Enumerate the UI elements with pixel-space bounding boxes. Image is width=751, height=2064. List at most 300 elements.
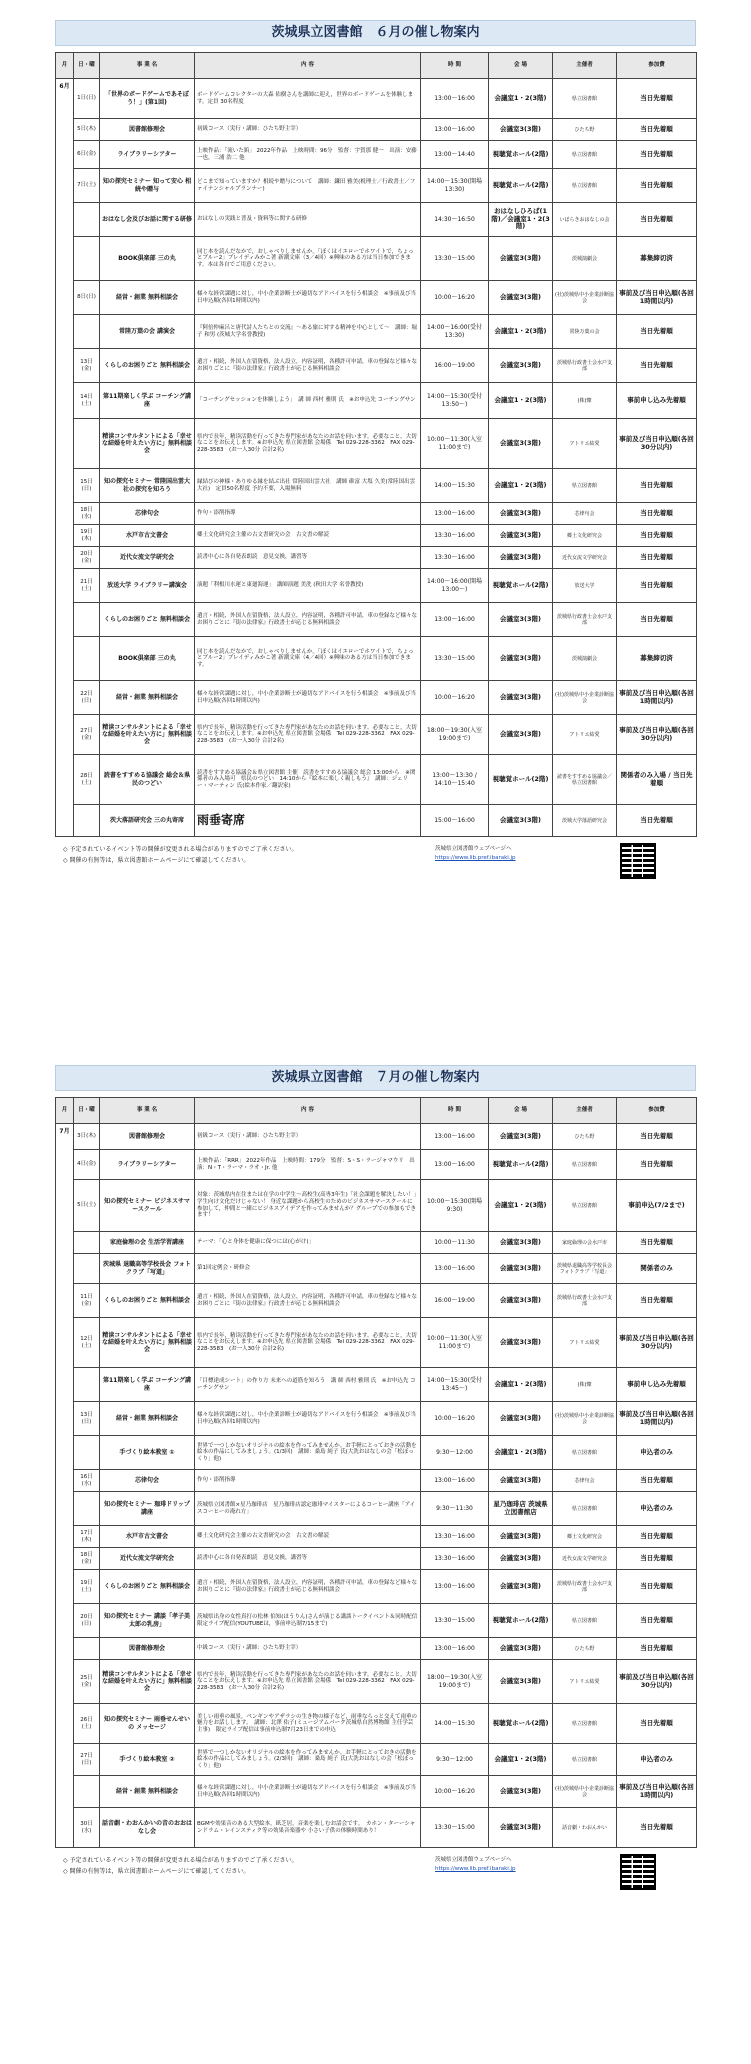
header-venue: 会 場 <box>489 53 553 79</box>
fee-cell: 申込者のみ <box>617 1744 697 1776</box>
organizer-cell: 郷土文化研究会 <box>553 525 617 547</box>
event-name-cell: 知の探究セミナー ビジネスサマースクール <box>100 1180 195 1232</box>
table-row <box>56 1660 697 1704</box>
organizer-cell: 放送大学 <box>553 569 617 603</box>
content-cell: 様々な経営課題に対し，中小企業診断士が適切なアドバイスを行う相談会 ※事前及び当日申込順(各回1時間以内) <box>195 1776 421 1808</box>
content-cell: 作句・添削指導 <box>195 1470 421 1492</box>
organizer-cell: 郷土文化研究会 <box>553 1526 617 1548</box>
content-cell: どこまで知っていますか？相続や贈与について 講師：鎌田 雅美(税理士／行政書士／ファイナンシャルプランナー) <box>195 169 421 203</box>
organizer-cell: 茨城県行政書士会水戸支部 <box>553 603 617 637</box>
time-cell: 14:00～15:30 <box>421 469 489 503</box>
july-page-title: 茨城県立図書館 ７月の催し物案内 <box>55 1065 696 1091</box>
header-fee: 参加費 <box>617 53 697 79</box>
organizer-cell: (社)茨城県中小企業診断協会 <box>553 1402 617 1436</box>
table-row <box>56 203 697 237</box>
table-row <box>56 1318 697 1368</box>
time-cell: 13:00～16:00 <box>421 503 489 525</box>
time-cell: 13:00～16:00 <box>421 79 489 119</box>
qr-code-icon[interactable] <box>620 843 656 879</box>
web-link-block <box>435 845 516 863</box>
footer-notes <box>63 845 423 867</box>
time-cell: 10:00～16:20 <box>421 1776 489 1808</box>
organizer-cell: 常陸万葉の会 <box>553 315 617 349</box>
organizer-cell: 県立図書館 <box>553 469 617 503</box>
header-date: 日・曜 <box>74 1098 100 1124</box>
date-cell: 5日(土) <box>74 1180 100 1232</box>
event-name-cell: BOOK倶楽部 三の丸 <box>100 637 195 681</box>
organizer-cell: 茨城県行政書士会水戸支部 <box>553 349 617 383</box>
web-link-url[interactable]: https://www.lib.pref.ibaraki.jp <box>435 854 516 861</box>
time-cell: 13:00～16:00 <box>421 1150 489 1180</box>
fee-cell: 申込者のみ <box>617 1492 697 1526</box>
event-name-cell: 精读コンサルタントによる「幸せな結婚を叶えたい方に」無料相談会 <box>100 419 195 469</box>
fee-cell: 当日先着順 <box>617 1570 697 1604</box>
event-name-cell: 知の探究セミナー 講談「孝子美太郎の乳房」 <box>100 1604 195 1638</box>
organizer-cell: 県立図書館 <box>553 1150 617 1180</box>
content-cell: 郷土文化研究会主催の古文書研究の会 古文書の解読 <box>195 525 421 547</box>
time-cell: 9:30～12:00 <box>421 1744 489 1776</box>
venue-cell: 星乃珈琲店 茨城県立図書館店 <box>489 1492 553 1526</box>
fee-cell: 事前申し込み先着順 <box>617 1368 697 1402</box>
venue-cell: 会議室3(3階) <box>489 503 553 525</box>
table-row <box>56 419 697 469</box>
date-cell: 11日(金) <box>74 1284 100 1318</box>
fee-cell: 当日先着順 <box>617 547 697 569</box>
date-cell <box>74 315 100 349</box>
table-row <box>56 383 697 419</box>
date-cell <box>74 203 100 237</box>
fee-cell: 事前及び当日申込順(各回30分以内) <box>617 715 697 755</box>
fee-cell: 関係者のみ <box>617 1254 697 1284</box>
organizer-cell: いばらきおはなしの会 <box>553 203 617 237</box>
content-cell: 県内で長年，精读活動を行ってきた専門家があなたのお話を伺います。必要なこと，大切なことをお伝えします。※お申込先 県立図書館 会場係 Tel 029-228-3362 FAX 029-228-3583 (お一人30分 合計2名) <box>195 1318 421 1368</box>
time-cell: 14:00～15:30(開場13:30) <box>421 169 489 203</box>
event-name-cell: 芯律句会 <box>100 1470 195 1492</box>
venue-cell: 会議室1・2(3階) <box>489 1744 553 1776</box>
time-cell: 13:00～13:30 / 14:10～15:40 <box>421 755 489 805</box>
fee-cell: 当日先着順 <box>617 1604 697 1638</box>
fee-cell: 当日先着順 <box>617 141 697 169</box>
content-cell: 読書をすすめる協議会＆県立図書館 主催 読書をすすめる協議会 総会 13:00から ※関係者のみ入場可 県民のつどい 14:10から『絵本に楽しく親しもう』 講師：ジェリー・マーティン 氏(絵本作家／翻訳家) <box>195 755 421 805</box>
venue-cell: 会議室3(3階) <box>489 637 553 681</box>
content-cell: 世界で一つしかないオリジナルの絵本を作ってみませんか。お手軽にとっておきの活動を絵本の作品にしてみましょう。(1/3回) 講師：桑島 純子 氏(大洗おはなしの会「松ぼっくり」他) <box>195 1436 421 1470</box>
table-row <box>56 469 697 503</box>
fee-cell: 事前及び当日申込順(各回1時間以内) <box>617 1402 697 1436</box>
time-cell: 13:00～14:40 <box>421 141 489 169</box>
header-event: 事 業 名 <box>100 1098 195 1124</box>
date-cell: 1日(日) <box>74 79 100 119</box>
organizer-cell: ひたち野 <box>553 1124 617 1150</box>
time-cell: 18:00～19:30(入室 19:00まで) <box>421 715 489 755</box>
venue-cell: 視聴覚ホール(2階) <box>489 1604 553 1638</box>
june-schedule-page <box>55 20 696 905</box>
date-cell: 17日(木) <box>74 1526 100 1548</box>
fee-cell: 当日先着順 <box>617 1150 697 1180</box>
table-row <box>56 1638 697 1660</box>
july-footer <box>55 1854 696 1916</box>
time-cell: 9:30～12:00 <box>421 1436 489 1470</box>
fee-cell: 当日先着順 <box>617 1232 697 1254</box>
event-name-cell: 放送大学 ライブラリー講演会 <box>100 569 195 603</box>
venue-cell: 視聴覚ホール(2階) <box>489 755 553 805</box>
venue-cell: 会議室3(3階) <box>489 1776 553 1808</box>
venue-cell: 視聴覚ホール(2階) <box>489 141 553 169</box>
fee-cell: 関係者のみ入場 / 当日先着順 <box>617 755 697 805</box>
date-cell: 16日(水) <box>74 1470 100 1492</box>
june-events-table <box>55 52 697 837</box>
fee-cell: 事前及び当日申込順(各回30分以内) <box>617 1318 697 1368</box>
time-cell: 13:00～16:00 <box>421 1470 489 1492</box>
event-name-cell: 話音劇・わおんかいの音のおおはなし会 <box>100 1808 195 1848</box>
header-organizer: 主催者 <box>553 1098 617 1124</box>
event-name-cell: 精读コンサルタントによる「幸せな結婚を叶えたい方に」無料相談会 <box>100 1318 195 1368</box>
fee-cell: 事前申込(7/2まで) <box>617 1180 697 1232</box>
qr-code-icon[interactable] <box>620 1854 656 1890</box>
venue-cell: 会議室3(3階) <box>489 805 553 837</box>
time-cell: 13:30～16:00 <box>421 1526 489 1548</box>
fee-cell: 当日先着順 <box>617 169 697 203</box>
event-name-cell: ライブラリーシアター <box>100 1150 195 1180</box>
content-cell: 中級コース（実行・講師：ひたち野主宰） <box>195 1638 421 1660</box>
venue-cell: 会議室3(3階) <box>489 681 553 715</box>
fee-cell: 事前及び当日申込順(各回1時間以内) <box>617 1776 697 1808</box>
event-name-cell: 精读コンサルタントによる「幸せな結婚を叶えたい方に」無料相談会 <box>100 715 195 755</box>
date-cell <box>74 1232 100 1254</box>
table-row <box>56 1808 697 1848</box>
time-cell: 9:30～11:30 <box>421 1492 489 1526</box>
table-row <box>56 281 697 315</box>
event-name-cell: 第11期楽しく学ぶ コーチング講座 <box>100 1368 195 1402</box>
event-name-cell: 経営・創業 無料相談会 <box>100 281 195 315</box>
organizer-cell: (社)茨城県中小企業診断協会 <box>553 681 617 715</box>
fee-cell: 当日先着順 <box>617 79 697 119</box>
content-cell: 上映作品：「流いた鋲」 2022年作品 上映時間：96分 監督：宇賀那 健一 出演：安藤 一也，三浦 浩二 他 <box>195 141 421 169</box>
time-cell: 10:00～16:20 <box>421 1402 489 1436</box>
header-venue: 会 場 <box>489 1098 553 1124</box>
web-link-url[interactable]: https://www.lib.pref.ibaraki.jp <box>435 1865 516 1872</box>
date-cell: 19日(木) <box>74 525 100 547</box>
table-row <box>56 237 697 281</box>
event-name-cell: 第11期楽しく学ぶ コーチング講座 <box>100 383 195 419</box>
date-cell: 12日(土) <box>74 1318 100 1368</box>
footer-note-change: ◇ 予定されているイベント等の開催が変更される場合がありますのでご了承ください。 <box>63 846 298 853</box>
fee-cell: 事前及び当日申込順(各回1時間以内) <box>617 681 697 715</box>
content-cell: 同じ本を読んだなかで，おしゃべりしませんか。「ぼくはイエローでホワイトで，ちょっとブルー2」ブレイディみかこ著 新潮文庫（3／4回）※興味のある方は当日参加できます。本は各自でご用意ください。 <box>195 237 421 281</box>
table-row <box>56 1232 697 1254</box>
july-table-body <box>56 1124 697 1848</box>
fee-cell: 募集締切済 <box>617 237 697 281</box>
fee-cell: 当日先着順 <box>617 569 697 603</box>
content-cell: ボードゲームコレクターの大森 佑樹さんを講師に迎え，世界のボードゲームを体験します。定員 30名程度 <box>195 79 421 119</box>
footer-note-change: ◇ 予定されているイベント等の開催が変更される場合がありますのでご了承ください。 <box>63 1857 298 1864</box>
venue-cell: 会議室3(3階) <box>489 603 553 637</box>
date-cell: 22日(日) <box>74 681 100 715</box>
fee-cell: 当日先着順 <box>617 315 697 349</box>
date-cell: 13日(金) <box>74 349 100 383</box>
venue-cell: 会議室3(3階) <box>489 1526 553 1548</box>
date-cell: 8日(日) <box>74 281 100 315</box>
table-header-row <box>56 1098 697 1124</box>
table-row <box>56 1368 697 1402</box>
fee-cell: 当日先着順 <box>617 119 697 141</box>
date-cell: 3日(木) <box>74 1124 100 1150</box>
table-row <box>56 755 697 805</box>
date-cell <box>74 1776 100 1808</box>
table-header-row <box>56 53 697 79</box>
venue-cell: 会議室1・2(3階) <box>489 469 553 503</box>
organizer-cell: (株)燦 <box>553 1368 617 1402</box>
event-name-cell: 知の探究セミナー 知って安心 相続や贈与 <box>100 169 195 203</box>
month-cell: 6月 <box>56 79 74 837</box>
footer-note-confirm: ◇ 開催の有無等は，県立図書館ホームページにて確認してください。 <box>63 1868 250 1875</box>
header-month: 月 <box>56 53 74 79</box>
table-row <box>56 1436 697 1470</box>
content-cell: 縁結びの神様・ありゆる縁を結ぶ出社 常陸国出雲大社 講師 碓富 大塩 久美(常陸国出雲大社) 定員50名程度 予約不要，入場無料 <box>195 469 421 503</box>
content-cell: 様々な経営課題に対し，中小企業診断士が適切なアドバイスを行う相談会 ※事前及び当日申込順(各回1時間以内) <box>195 1402 421 1436</box>
venue-cell: 会議室3(3階) <box>489 1284 553 1318</box>
time-cell: 13:30～15:00 <box>421 237 489 281</box>
organizer-cell: 県立図書館 <box>553 141 617 169</box>
organizer-cell: 芯律句会 <box>553 1470 617 1492</box>
date-cell: 18日(金) <box>74 1548 100 1570</box>
header-month: 月 <box>56 1098 74 1124</box>
organizer-cell: 茨城演劇会 <box>553 637 617 681</box>
table-row <box>56 1124 697 1150</box>
fee-cell: 当日先着順 <box>617 805 697 837</box>
table-row <box>56 1548 697 1570</box>
date-cell: 25日(金) <box>74 1660 100 1704</box>
event-name-cell: 知の探究セミナー 雨垂せんせいの メッセージ <box>100 1704 195 1744</box>
fee-cell: 当日先着順 <box>617 203 697 237</box>
event-name-cell: 水戸市古文書会 <box>100 1526 195 1548</box>
content-cell: 遺言・相続，外国人在留資格，法人設立，内容証明，各種許可申請，車の登録など様々なお困りごとに『街の法律家』行政書士が応じる無料相談会 <box>195 603 421 637</box>
table-row <box>56 1604 697 1638</box>
event-name-cell: くらしのお困りごと 無料相談会 <box>100 603 195 637</box>
date-cell: 15日(日) <box>74 469 100 503</box>
content-cell: 演題「利根川水運と東廻海運」 講師演題 美洗 (秋田大学 名誉教授) <box>195 569 421 603</box>
header-organizer: 主催者 <box>553 53 617 79</box>
fee-cell: 当日先着順 <box>617 1124 697 1150</box>
june-page-title: 茨城県立図書館 ６月の催し物案内 <box>55 20 696 46</box>
time-cell: 13:30～15:00 <box>421 1808 489 1848</box>
time-cell: 10:00～16:20 <box>421 681 489 715</box>
table-row <box>56 503 697 525</box>
venue-cell: 視聴覚ホール(2階) <box>489 1150 553 1180</box>
content-cell: 上映作品：「RRR」 2022年作品 上映時間：179分 監督：S・S・ラージャマウリ 出演：N・T・ラーマ・ラオ・Jr. 他 <box>195 1150 421 1180</box>
date-cell: 5日(木) <box>74 119 100 141</box>
table-row <box>56 141 697 169</box>
fee-cell: 事前及び当日申込順(各回1時間以内) <box>617 281 697 315</box>
date-cell <box>74 1254 100 1284</box>
fee-cell: 当日先着順 <box>617 1284 697 1318</box>
date-cell: 6日(金) <box>74 141 100 169</box>
event-name-cell: 家庭倫理の会 生活学習講座 <box>100 1232 195 1254</box>
venue-cell: 視聴覚ホール(2階) <box>489 569 553 603</box>
table-row <box>56 681 697 715</box>
date-cell: 7日(土) <box>74 169 100 203</box>
event-name-cell: 経営・創業 無料相談会 <box>100 681 195 715</box>
date-cell: 28日(土) <box>74 755 100 805</box>
content-cell: BGMや効果音のある大型絵本，紙芝居，音楽を楽しむお話会です。 カホン・ターーシャンドラム・レインスティク等の効果音楽器や 小さい子供の体験時間あり！ <box>195 1808 421 1848</box>
venue-cell: 会議室3(3階) <box>489 525 553 547</box>
content-cell: 県内で長年，精读活動を行ってきた専門家があなたのお話を伺います。必要なこと，大切なことをお伝えします。※お申込先 県立図書館 会場係 Tel 029-228-3362 FAX 029-228-3583 (お一人30分 合計2名) <box>195 715 421 755</box>
organizer-cell: 芯律句会 <box>553 503 617 525</box>
june-footer <box>55 843 696 905</box>
event-name-cell: くらしのお困りごと 無料相談会 <box>100 349 195 383</box>
date-cell <box>74 1436 100 1470</box>
footer-notes <box>63 1856 423 1878</box>
organizer-cell: 県立図書館 <box>553 169 617 203</box>
organizer-cell: (株)燦 <box>553 383 617 419</box>
table-row <box>56 1492 697 1526</box>
content-cell: 県内で長年，精读活動を行ってきた専門家があなたのお話を伺います。必要なこと，大切なことをお伝えします。※お申込先 県立図書館 会場係 Tel 029-228-3362 FAX 029-228-3583 (お一人30分 合計2名) <box>195 419 421 469</box>
event-name-cell: 精读コンサルタントによる「幸せな結婚を叶えたい方に」無料相談会 <box>100 1660 195 1704</box>
content-cell: 遺言・相続，外国人在留資格，法人設立，内容証明，各種許可申請，車の登録など様々なお困りごとに『街の法律家』行政書士が応じる無料相談会 <box>195 1570 421 1604</box>
fee-cell: 募集締切済 <box>617 637 697 681</box>
event-name-cell: 図書館修理会 <box>100 119 195 141</box>
table-row <box>56 1150 697 1180</box>
venue-cell: 会議室3(3階) <box>489 1660 553 1704</box>
table-row <box>56 315 697 349</box>
venue-cell: 会議室1・2(3階) <box>489 383 553 419</box>
organizer-cell: (社)茨城県中小企業診断協会 <box>553 1776 617 1808</box>
date-cell: 27日(日) <box>74 1744 100 1776</box>
fee-cell: 当日先着順 <box>617 1526 697 1548</box>
table-row <box>56 1744 697 1776</box>
date-cell <box>74 1492 100 1526</box>
content-cell: 対象：茨城県内在住または在学の中学生～高校生(高専3年生)「社会課題を解決したい！」学生向け文化だけじゃない！ 身近な課題から高校生のためのビジネスサマースクールに参加して，仲間と一緒にビジネスアイデアを作ってみませんか？グループでの参加もできます！ <box>195 1180 421 1232</box>
june-table-body <box>56 79 697 837</box>
time-cell: 13:30～16:00 <box>421 1548 489 1570</box>
time-cell: 13:00～16:00 <box>421 603 489 637</box>
content-cell: 茨城県出身の女性真打の松林 伯知(ほうりん)さんが演じる講談トークイベント＆同時配信 限定ライブ配信(YOUTUBEは，事前申込制7/15まで) <box>195 1604 421 1638</box>
event-name-cell: 近代女流文学研究会 <box>100 1548 195 1570</box>
event-name-cell: 芯律句会 <box>100 503 195 525</box>
table-row <box>56 603 697 637</box>
table-row <box>56 569 697 603</box>
fee-cell: 当日先着順 <box>617 603 697 637</box>
venue-cell: 会議室3(3階) <box>489 1470 553 1492</box>
content-cell: 同じ本を読んだなかで，おしゃべりしませんか。「ぼくはイエローでホワイトで，ちょっとブルー2」ブレイディみかこ著 新潮文庫（4／4回）※興味のある方は当日参加できます。 <box>195 637 421 681</box>
organizer-cell: 県立図書館 <box>553 79 617 119</box>
venue-cell: 会議室3(3階) <box>489 1124 553 1150</box>
header-fee: 参加費 <box>617 1098 697 1124</box>
organizer-cell: 県立図書館 <box>553 1180 617 1232</box>
header-time: 時 間 <box>421 1098 489 1124</box>
organizer-cell: 茨城県行政書士会水戸支部 <box>553 1284 617 1318</box>
date-cell: 13日(日) <box>74 1402 100 1436</box>
time-cell: 10:00～15:30(開場9:30) <box>421 1180 489 1232</box>
content-cell: テーマ：「心と身体を健康に保つには(心がけ)」 <box>195 1232 421 1254</box>
time-cell: 10:00～11:30(入室 11:00まで) <box>421 419 489 469</box>
time-cell: 13:30～15:00 <box>421 1604 489 1638</box>
date-cell: 30日(水) <box>74 1808 100 1848</box>
event-name-cell: 茨城県 退職高等学校長会 フォトクラブ「写道」 <box>100 1254 195 1284</box>
event-name-cell: 茨大落語研究会 三の丸寄席 <box>100 805 195 837</box>
content-cell: 様々な経営課題に対し，中小企業診断士が適切なアドバイスを行う相談会 ※事前及び当日申込順(各回1時間以内) <box>195 681 421 715</box>
venue-cell: 会議室3(3階) <box>489 1548 553 1570</box>
time-cell: 13:30～15:00 <box>421 637 489 681</box>
date-cell: 19日(土) <box>74 1570 100 1604</box>
organizer-cell: 読書をすすめる協議会／県立図書館 <box>553 755 617 805</box>
fee-cell: 当日先着順 <box>617 1470 697 1492</box>
time-cell: 14:30～16:50 <box>421 203 489 237</box>
organizer-cell: 県立図書館 <box>553 1704 617 1744</box>
content-cell: 世界で一つしかないオリジナルの絵本を作ってみませんか。お手軽にとっておきの活動を絵本の作品にしてみましょう。(2/3回) 講師：桑島 純子 氏(大洗おはなしの会「松ぼっくり」他) <box>195 1744 421 1776</box>
content-cell: 雨垂寄席 <box>195 805 421 837</box>
fee-cell: 当日先着順 <box>617 503 697 525</box>
event-name-cell: 図書館修理会 <box>100 1638 195 1660</box>
event-name-cell: くらしのお困りごと 無料相談会 <box>100 1284 195 1318</box>
time-cell: 16:00～19:00 <box>421 1284 489 1318</box>
event-name-cell: 「世界のボードゲームであそぼう！」(第1回) <box>100 79 195 119</box>
content-cell: 初級コース（実行・講師：ひたち野主宰） <box>195 119 421 141</box>
content-cell: 茨城県立図書館×星乃珈琲店 星乃珈琲店認定珈琲マイスターによるコーヒー講座「アイスコーヒーの淹れ方」 <box>195 1492 421 1526</box>
event-name-cell: 経営・創業 無料相談会 <box>100 1402 195 1436</box>
date-cell: 27日(金) <box>74 715 100 755</box>
organizer-cell: 近代女流文学研究会 <box>553 547 617 569</box>
event-name-cell: 知の探究セミナー 珈琲ドリップ講座 <box>100 1492 195 1526</box>
event-name-cell: 図書館修理会 <box>100 1124 195 1150</box>
content-cell: 美しい雨垂の風景，ペンギンやアザラシの生き物の様子など，雨垂ならっと交えて雨垂の魅力をお話しします。 講師：北澤 佑子(ミュージアムパーク茨城県自然博物館 主任学芸主事) 限定ライブ配信は事前申込制7月23日までの申込 <box>195 1704 421 1744</box>
table-row <box>56 637 697 681</box>
web-link-label: 茨城県立図書館ウェブページへ <box>435 846 512 852</box>
venue-cell: 会議室1・2(3階) <box>489 1436 553 1470</box>
content-cell: 第1回定例会・研修会 <box>195 1254 421 1284</box>
event-name-cell: 水戸市古文書会 <box>100 525 195 547</box>
date-cell: 26日(土) <box>74 1704 100 1744</box>
table-row <box>56 79 697 119</box>
date-cell: 21日(土) <box>74 569 100 603</box>
venue-cell: 視聴覚ホール(2階) <box>489 169 553 203</box>
header-event: 事 業 名 <box>100 53 195 79</box>
fee-cell: 当日先着順 <box>617 525 697 547</box>
table-row <box>56 1402 697 1436</box>
fee-cell: 当日先着順 <box>617 1704 697 1744</box>
table-row <box>56 169 697 203</box>
date-cell <box>74 805 100 837</box>
table-row <box>56 715 697 755</box>
time-cell: 14:00～15:30(受付13:50～) <box>421 383 489 419</box>
time-cell: 15:00～16:00 <box>421 805 489 837</box>
venue-cell: 会議室3(3階) <box>489 1570 553 1604</box>
header-date: 日・曜 <box>74 53 100 79</box>
web-link-label: 茨城県立図書館ウェブページへ <box>435 1857 512 1863</box>
organizer-cell: アトリエ結愛 <box>553 419 617 469</box>
venue-cell: 会議室3(3階) <box>489 1254 553 1284</box>
content-cell: 郷土文化研究会主催の古文書研究の会 古文書の解読 <box>195 1526 421 1548</box>
content-cell: 読書中心に各自発表朗読 意見交換，講習等 <box>195 1548 421 1570</box>
date-cell <box>74 1638 100 1660</box>
organizer-cell: (社)茨城県中小企業診断協会 <box>553 281 617 315</box>
table-row <box>56 525 697 547</box>
time-cell: 16:00～19:00 <box>421 349 489 383</box>
content-cell: 様々な経営課題に対し，中小企業診断士が適切なアドバイスを行う相談会 ※事前及び当日申込順(各回1時間以内) <box>195 281 421 315</box>
table-row <box>56 1470 697 1492</box>
organizer-cell: アトリエ結愛 <box>553 1318 617 1368</box>
content-cell: 「目標達成シート」の作り方 未来への道筋を知ろう 講 師 西村 雅則 氏 ※お申込先 コーチングサン <box>195 1368 421 1402</box>
table-row <box>56 1526 697 1548</box>
table-row <box>56 1180 697 1232</box>
table-row <box>56 119 697 141</box>
web-link-block <box>435 1856 516 1874</box>
table-row <box>56 1776 697 1808</box>
fee-cell: 当日先着順 <box>617 1638 697 1660</box>
venue-cell: おはなしひろば(1階)／会議室1・2(3階) <box>489 203 553 237</box>
fee-cell: 事前申し込み先着順 <box>617 383 697 419</box>
footer-note-confirm: ◇ 開催の有無等は，県立図書館ホームページにて確認してください。 <box>63 857 250 864</box>
table-row <box>56 1284 697 1318</box>
